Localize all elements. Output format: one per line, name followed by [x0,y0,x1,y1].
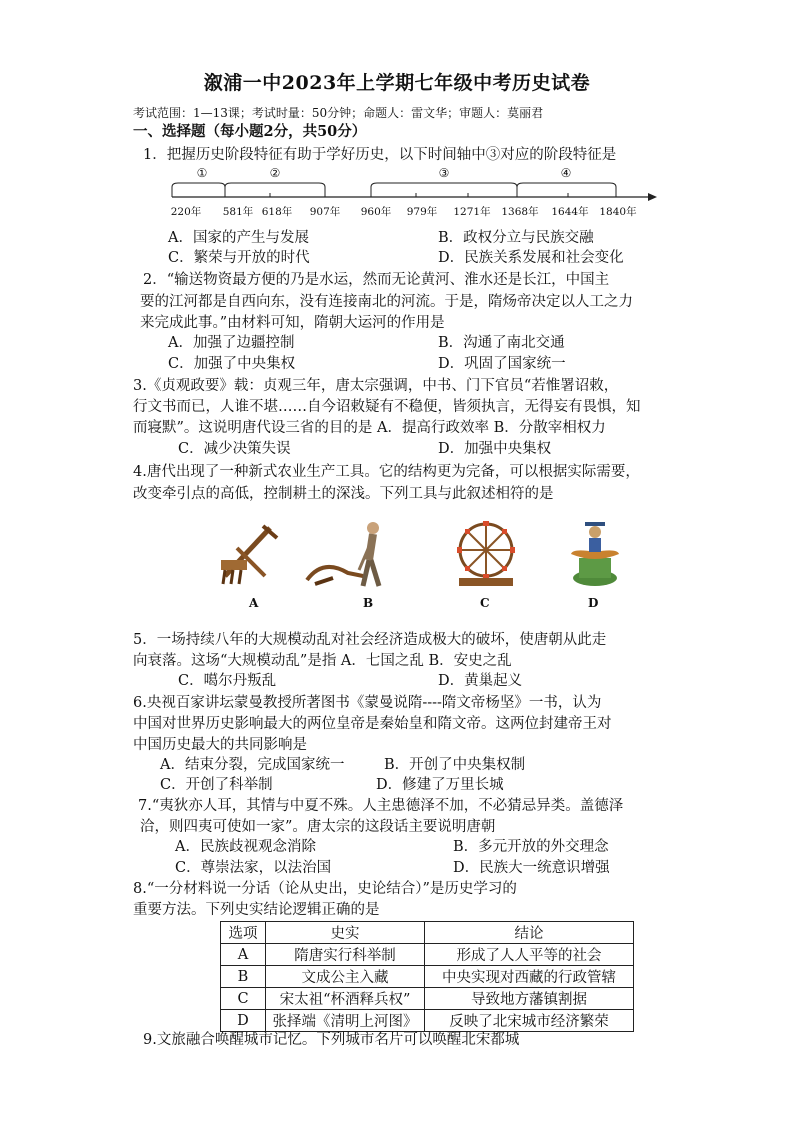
tool-d-label: D [588,596,599,610]
q2-option-a[interactable]: A．加强了边疆控制 [168,335,295,351]
timeline-arrow [648,193,657,201]
table-row[interactable] [221,966,634,988]
period-label-3: ③ [438,166,450,180]
period-label-1: ① [196,166,208,180]
bracket-3 [371,183,517,187]
bracket-1 [172,183,225,187]
tick-label: 979年 [406,206,438,218]
tick-label: 1840年 [599,206,637,218]
q6-stem-line2: 中国对世界历史影响最大的两位皇帝是秦始皇和隋文帝。这两位封建帝王对 [133,716,612,732]
q5-stem-line2: 向衰落。这场“大规模动乱”是指 A．七国之乱 B．安史之乱 [133,653,512,669]
q2-stem-line1: 2．“输送物资最方便的乃是水运，然而无论黄河、淮水还是长江，中国主 [143,272,610,288]
tool-a-label: A [249,596,259,610]
tick-label: 1644年 [551,206,589,218]
q6-option-a[interactable]: A．结束分裂，完成国家统一 [160,757,345,773]
table-cell: D [221,1010,266,1032]
q7-option-c[interactable]: C．尊崇法家，以法治国 [175,860,332,876]
period-label-2: ② [269,166,281,180]
table-cell: 文成公主入藏 [266,966,425,988]
tool-b-label: B [363,596,374,610]
tool-c-image[interactable] [451,518,521,590]
q6-option-c[interactable]: C．开创了科举制 [160,777,273,793]
q1-option-b[interactable]: B．政权分立与民族交融 [438,230,594,246]
q7-option-d[interactable]: D．民族大一统意识增强 [453,860,610,876]
exam-title: 溆浦一中2023年上学期七年级中考历史试卷 [203,72,591,94]
section-heading: 一、选择题（每小题2分，共50分） [133,123,367,140]
tool-a-image[interactable] [215,518,285,590]
q5-option-d[interactable]: D．黄巢起义 [438,673,523,689]
q3-stem-line3: 而寝默”。这说明唐代设三省的目的是 A．提高行政效率 B．分散宰相权力 [133,420,606,436]
table-cell: 导致地方藩镇割据 [425,988,634,1010]
q2-option-c[interactable]: C．加强了中央集权 [168,356,296,372]
table-header-cell: 选项 [221,922,266,944]
tool-b-image[interactable] [303,518,393,590]
q3-stem-line1: 3.《贞观政要》载：贞观三年，唐太宗强调，中书、门下官员“若惟署诏敕， [133,378,619,394]
tick-label: 1271年 [453,206,491,218]
q2-option-b[interactable]: B．沟通了南北交通 [438,335,565,351]
tick-label: 960年 [360,206,392,218]
table-cell: 隋唐实行科举制 [266,944,425,966]
q7-stem-line2: 洽，则四夷可使如一家”。唐太宗的这段话主要说明唐朝 [140,819,496,835]
tool-c-label: C [480,596,490,610]
q5-stem-line1: 5．一场持续八年的大规模动乱对社会经济造成极大的破坏，使唐朝从此走 [133,632,607,648]
period-label-4: ④ [560,166,572,180]
q1-option-c[interactable]: C．繁荣与开放的时代 [168,250,310,266]
tool-images [215,518,615,608]
exam-meta: 考试范围：1—13课；考试时量：50分钟；命题人：雷文华；审题人：莫丽君 [133,106,544,120]
q8-stem-line1: 8.“一分材料说一分话（论从史出，史论结合）”是历史学习的 [133,881,517,897]
q2-stem-line3: 来完成此事。”由材料可知，隋朝大运河的作用是 [140,315,445,331]
q4-stem-line2: 改变牵引点的高低，控制耕土的深浅。下列工具与此叙述相符的是 [133,486,554,502]
table-cell: 张择端《清明上河图》 [266,1010,425,1032]
table-header-cell: 史实 [266,922,425,944]
bracket-2 [225,183,325,187]
q6-option-d[interactable]: D．修建了万里长城 [376,777,504,793]
tick-label: 581年 [222,206,254,218]
tick-label: 907年 [309,206,341,218]
q1-option-d[interactable]: D．民族关系发展和社会变化 [438,250,624,266]
table-row[interactable] [221,988,634,1010]
table-header-cell: 结论 [425,922,634,944]
table-cell: B [221,966,266,988]
q6-stem-line1: 6.央视百家讲坛蒙曼教授所著图书《蒙曼说隋----隋文帝杨坚》一书，认为 [133,695,602,711]
table-cell: 反映了北宋城市经济繁荣 [425,1010,634,1032]
table-cell: C [221,988,266,1010]
q4-stem-line1: 4.唐代出现了一种新式农业生产工具。它的结构更为完备，可以根据实际需要， [133,464,640,480]
table-cell: 宋太祖“杯酒释兵权” [266,988,425,1010]
tick-label: 1368年 [501,206,539,218]
q8-stem-line2: 重要方法。下列史实结论逻辑正确的是 [133,902,380,918]
q3-stem-line2: 行文书而已，人谁不堪……自今诏敕疑有不稳便，皆须执言，无得妄有畏惧，知 [133,399,641,415]
q2-option-d[interactable]: D．巩固了国家统一 [438,356,566,372]
q3-option-d[interactable]: D．加强中央集权 [438,441,552,457]
q7-option-a[interactable]: A．民族歧视观念消除 [175,839,316,855]
q1-stem: 1．把握历史阶段特征有助于学好历史，以下时间轴中③对应的阶段特征是 [143,147,617,163]
tool-d-image[interactable] [565,518,625,590]
table-row[interactable] [221,944,634,966]
q6-option-b[interactable]: B．开创了中央集权制 [384,757,526,773]
q3-option-c[interactable]: C．减少决策失误 [178,441,291,457]
table-cell: 形成了人人平等的社会 [425,944,634,966]
q6-stem-line3: 中国历史最大的共同影响是 [133,737,307,753]
tick-label: 220年 [170,206,202,218]
table-header-row [221,922,634,944]
table-row[interactable] [221,1010,634,1032]
q7-option-b[interactable]: B．多元开放的外交理念 [453,839,609,855]
bracket-4 [517,183,616,187]
table-cell: 中央实现对西藏的行政管辖 [425,966,634,988]
q1-option-a[interactable]: A．国家的产生与发展 [168,230,309,246]
table-cell: A [221,944,266,966]
q8-table [220,921,634,1032]
q9-stem-line1: 9.文旅融合唤醒城市记忆。下列城市名片可以唤醒北宋都城 [143,1032,520,1048]
timeline-figure [160,165,660,223]
tick-label: 618年 [261,206,293,218]
q5-option-c[interactable]: C．噶尔丹叛乱 [178,673,277,689]
q7-stem-line1: 7.“夷狄亦人耳，其情与中夏不殊。人主患德泽不加，不必猜忌异类。盖德泽 [138,798,624,814]
q2-stem-line2: 要的江河都是自西向东，没有连接南北的河流。于是，隋炀帝决定以人工之力 [140,294,633,310]
